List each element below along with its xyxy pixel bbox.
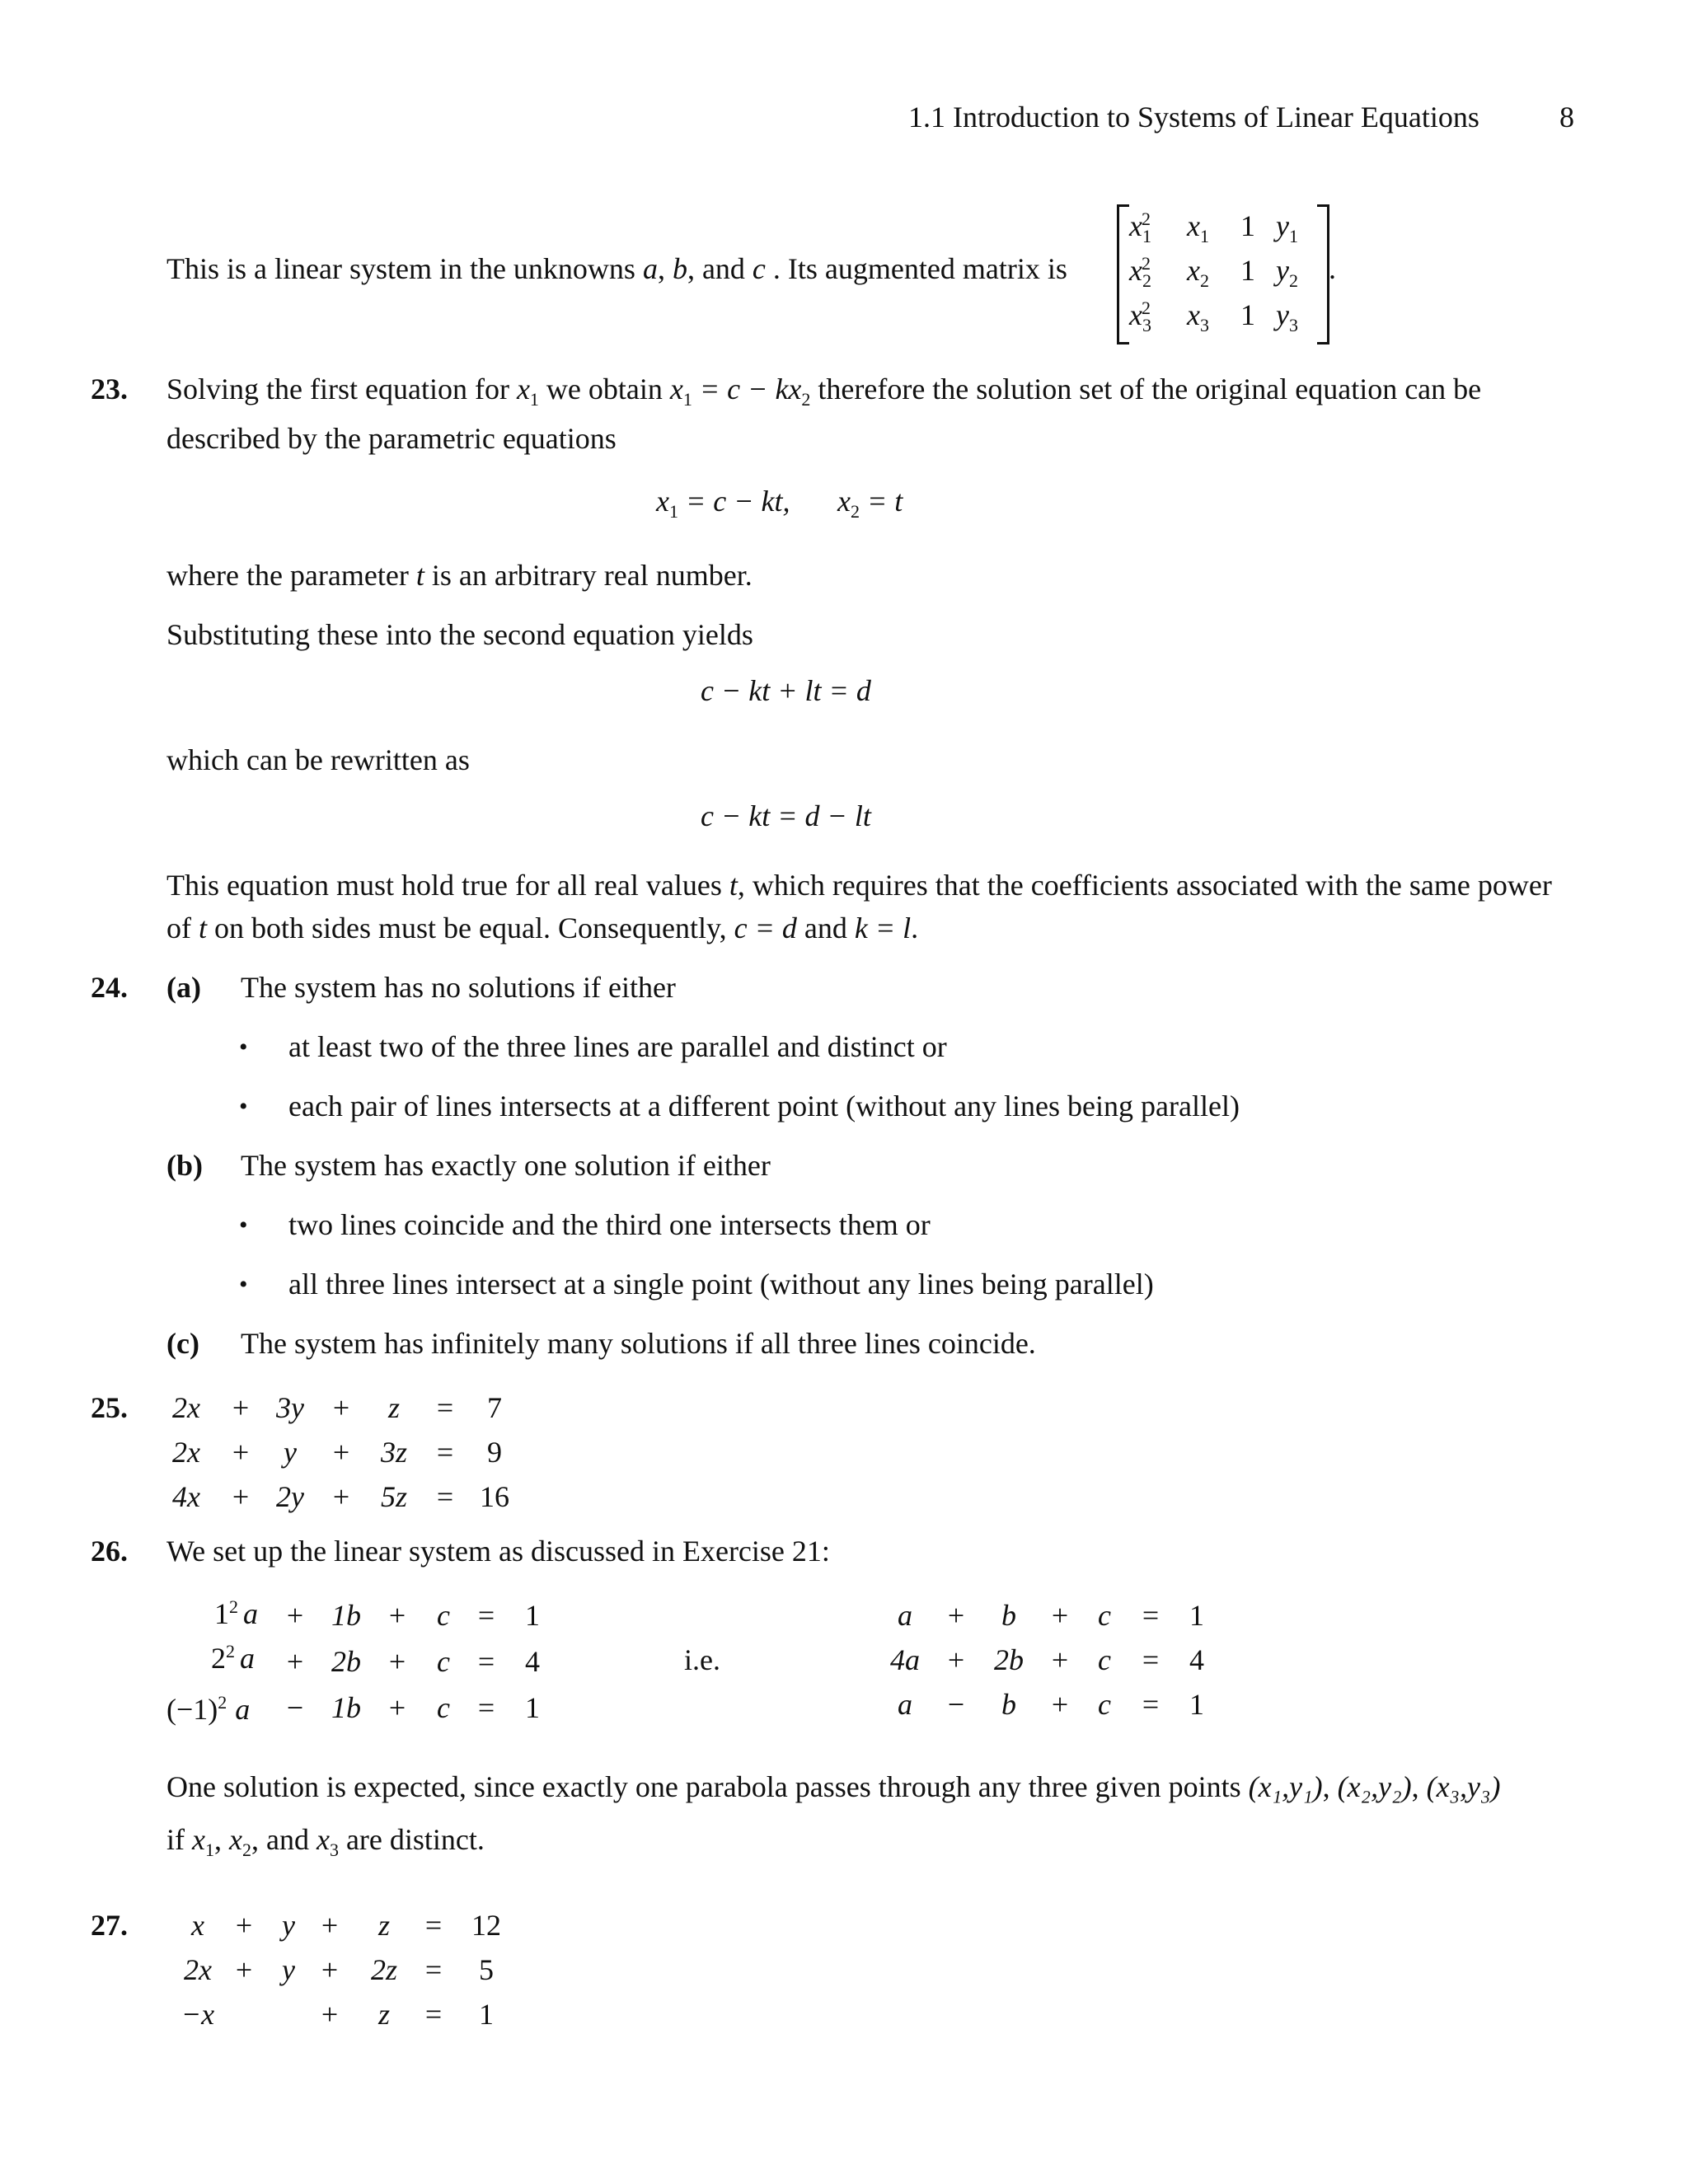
comma: ,: [657, 252, 665, 285]
equation-term: +: [321, 1953, 339, 1986]
equation-term: =: [1142, 1643, 1160, 1676]
equation-term: −: [286, 1691, 304, 1724]
equation-term: +: [286, 1599, 304, 1632]
equation-term: =: [477, 1599, 495, 1632]
equation-term: =: [436, 1391, 454, 1424]
p23-hold: This equation must hold true for all real values t, which requires that the coefficients associated with the same power: [166, 869, 1552, 902]
equation-term: x: [191, 1909, 204, 1942]
equation-term: +: [332, 1391, 350, 1424]
problem-number-24: 24.: [91, 971, 128, 1004]
equation-term: =: [424, 1953, 443, 1986]
equation-term: 1: [525, 1599, 540, 1632]
equation-term: 2x: [172, 1391, 200, 1424]
equation-term: −x: [181, 1998, 215, 2031]
equation-term: +: [235, 1909, 253, 1942]
equation-term: 5: [479, 1953, 494, 1986]
equation-term: 12: [471, 1909, 501, 1942]
p23-of: of t on both sides must be equal. Consequently, c = d and k = l.: [166, 912, 919, 944]
page-number: 8: [1559, 101, 1574, 134]
equation-term: 3y: [276, 1391, 304, 1424]
problem-number-25: 25.: [91, 1391, 128, 1424]
equation-term: =: [1142, 1599, 1160, 1632]
equation-term: z: [377, 1998, 391, 2031]
and-text: , and: [687, 252, 745, 285]
equation-term: 2z: [370, 1953, 398, 1986]
p23-line1: Solving the first equation for $x_1$ we obtain $x_1 = c - kx_2$ therefore the solution set of the original equation can be: [166, 373, 1482, 410]
equation-term: a: [898, 1599, 912, 1632]
matrix-cell-y2: $y_2$: [1276, 254, 1298, 292]
equation-term: c: [1098, 1643, 1111, 1676]
equation-term: +: [232, 1480, 250, 1513]
p23-param-eq1: $x_1 = c$ − kt,: [656, 485, 790, 523]
p24-b-bullet1: two lines coincide and the third one intersects them or: [288, 1208, 931, 1241]
equation-term: +: [388, 1645, 406, 1678]
equation-term: +: [388, 1599, 406, 1632]
equation-term: +: [232, 1391, 250, 1424]
equation-term: 1: [479, 1998, 494, 2031]
p23-subst: Substituting these into the second equation yields: [166, 618, 753, 651]
matrix-right-bracket: [1317, 204, 1329, 344]
equation-term: +: [947, 1599, 965, 1632]
equation-term: b: [1001, 1599, 1016, 1632]
equation-term: =: [1142, 1688, 1160, 1721]
matrix-cell-x2: $x_2$: [1187, 254, 1209, 292]
equation-term: b: [1001, 1688, 1016, 1721]
var-b: b: [672, 252, 687, 285]
p24-label-b: (b): [166, 1149, 203, 1182]
equation-term: +: [232, 1436, 250, 1469]
equation-term: +: [321, 1998, 339, 2031]
equation-term: +: [1051, 1688, 1069, 1721]
equation-term: 1b: [331, 1599, 361, 1632]
p24-b-bullet2: all three lines intersect at a single point (without any lines being parallel): [288, 1268, 1154, 1301]
matrix-cell-x3sq: $x_3^2$: [1129, 298, 1151, 336]
matrix-cell-one: 1: [1240, 298, 1255, 331]
equation-term: +: [321, 1909, 339, 1942]
equation-term: y: [284, 1436, 297, 1469]
p23-eq2: c − kt = d − lt: [701, 799, 871, 832]
equation-term: 9: [487, 1436, 502, 1469]
equation-term: +: [1051, 1599, 1069, 1632]
bullet-icon: •: [239, 1093, 248, 1120]
p26-ie: i.e.: [684, 1643, 720, 1676]
problem-number-23: 23.: [91, 373, 128, 405]
equation-term: c: [437, 1599, 450, 1632]
equation-term: y: [282, 1909, 295, 1942]
equation-term: 5z: [380, 1480, 408, 1513]
matrix-cell-x1sq: $x_1^2$: [1129, 209, 1151, 247]
matrix-period: .: [1329, 252, 1336, 285]
matrix-cell-y3: $y_3$: [1276, 298, 1298, 336]
equation-term: c: [1098, 1688, 1111, 1721]
equation-term: 1: [1189, 1599, 1204, 1632]
equation-term: =: [436, 1480, 454, 1513]
equation-term: 1: [1189, 1688, 1204, 1721]
equation-term: 2x: [172, 1436, 200, 1469]
equation-term: +: [947, 1643, 965, 1676]
equation-term: z: [387, 1391, 401, 1424]
equation-term: 1b: [331, 1691, 361, 1724]
equation-term: z: [377, 1909, 391, 1942]
p23-where: where the parameter t is an arbitrary real number.: [166, 559, 753, 592]
matrix-cell-x1: $x_1$: [1187, 209, 1209, 247]
matrix-cell-x3: $x_3$: [1187, 298, 1209, 336]
var-a: a: [642, 252, 658, 285]
equation-term: a: [898, 1688, 912, 1721]
equation-term: +: [388, 1691, 406, 1724]
problem-number-27: 27.: [91, 1909, 128, 1942]
equation-term: +: [286, 1645, 304, 1678]
equation-term: =: [436, 1436, 454, 1469]
equation-term: 2b: [331, 1645, 361, 1678]
equation-term: 4: [1189, 1643, 1204, 1676]
equation-term: 2b: [994, 1643, 1024, 1676]
equation-term: 4x: [172, 1480, 200, 1513]
p23-line2: described by the parametric equations: [166, 422, 617, 455]
equation-term: 2x: [184, 1953, 212, 1986]
equation-term: +: [1051, 1643, 1069, 1676]
equation-term: 4a: [890, 1643, 920, 1676]
matrix-left-bracket: [1117, 204, 1129, 344]
p24-label-a: (a): [166, 971, 201, 1004]
equation-term: 3z: [380, 1436, 408, 1469]
p26-if-line: if $x_1$, $x_2$, and $x_3$ are distinct.: [166, 1823, 485, 1861]
bullet-icon: •: [239, 1271, 248, 1298]
equation-term: =: [424, 1909, 443, 1942]
equation-term: c: [1098, 1599, 1111, 1632]
equation-term: +: [235, 1953, 253, 1986]
equation-term: c: [437, 1645, 450, 1678]
p23-param-eq2: $x_2 = t$: [837, 485, 903, 523]
p24-a-bullet1: at least two of the three lines are parallel and distinct or: [288, 1030, 947, 1063]
problem-number-26: 26.: [91, 1535, 128, 1568]
p26-intro: We set up the linear system as discussed in Exercise 21:: [166, 1535, 830, 1568]
equation-term: =: [424, 1998, 443, 2031]
bullet-icon: •: [239, 1212, 248, 1239]
equation-term: =: [477, 1691, 495, 1724]
bullet-icon: •: [239, 1033, 248, 1061]
equation-term: 7: [487, 1391, 502, 1424]
p26-solution: One solution is expected, since exactly one parabola passes through any three given points (x₁,y₁), (x₂,y₂), (x₃,y₃): [166, 1770, 1501, 1803]
p24-b-text: The system has exactly one solution if either: [241, 1149, 771, 1182]
p26-left-coef-a: $(-1)^2$ a: [166, 1692, 251, 1726]
equation-term: 2y: [276, 1480, 304, 1513]
equation-term: 4: [525, 1645, 540, 1678]
p26-left-coef-a: $1^2$ a: [214, 1596, 258, 1630]
equation-term: +: [332, 1436, 350, 1469]
p24-a-bullet2: each pair of lines intersects at a different point (without any lines being parallel): [288, 1090, 1240, 1122]
p24-label-c: (c): [166, 1327, 199, 1360]
equation-term: =: [477, 1645, 495, 1678]
running-header-title: 1.1 Introduction to Systems of Linear Equations: [908, 101, 1479, 134]
p26-left-coef-a: $2^2$ a: [211, 1641, 255, 1675]
intro-sentence: [166, 254, 1067, 284]
equation-term: 16: [480, 1480, 509, 1513]
equation-term: −: [947, 1688, 965, 1721]
matrix-cell-x2sq: $x_2^2$: [1129, 253, 1151, 292]
p23-rewritten: which can be rewritten as: [166, 743, 470, 776]
var-c: c: [752, 252, 766, 285]
equation-term: +: [332, 1480, 350, 1513]
matrix-cell-y1: $y_1$: [1276, 209, 1298, 247]
equation-term: 1: [525, 1691, 540, 1724]
equation-term: c: [437, 1691, 450, 1724]
equation-term: y: [282, 1953, 295, 1986]
intro-text-post: . Its augmented matrix is: [772, 252, 1067, 285]
matrix-cell-one: 1: [1240, 209, 1255, 242]
matrix-cell-one: 1: [1240, 254, 1255, 287]
intro-text-pre: This is a linear system in the unknowns: [166, 252, 635, 285]
p24-a-text: The system has no solutions if either: [241, 971, 676, 1004]
p23-eq1: c − kt + lt = d: [701, 674, 871, 707]
p24-c-text: The system has infinitely many solutions if all three lines coincide.: [241, 1327, 1036, 1360]
